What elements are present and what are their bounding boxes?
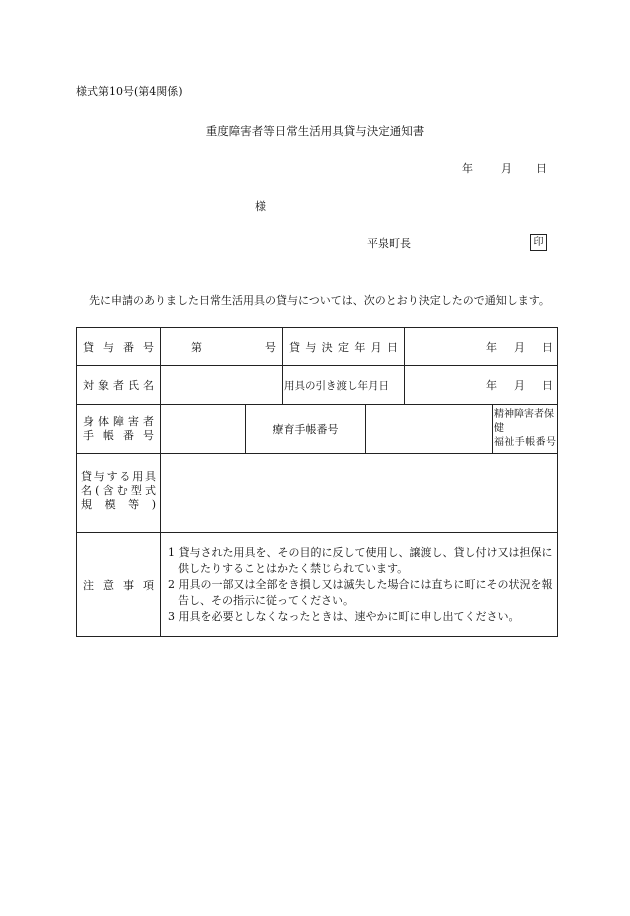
note-item: 1 貸与された用具を、その目的に反して使用し、譲渡し、貸し付け又は担保に供したりすることはかたく禁じられています。	[168, 545, 553, 575]
date-day: 日	[536, 162, 547, 175]
note-item: 3 用具を必要としなくなったときは、速やかに町に申し出てください。	[168, 609, 520, 623]
row-equipment	[77, 454, 558, 533]
loan-number-label: 貸与番号	[77, 328, 161, 366]
decision-date-label: 貸与決定年月日	[283, 328, 405, 366]
ryoiku-label: 療育手帳番号	[246, 405, 366, 454]
row-subject-name	[77, 366, 558, 405]
intro-paragraph: 先に申請のありました日常生活用具の貸与については、次のとおり決定したので通知します。	[89, 294, 550, 307]
notes-list	[161, 533, 558, 637]
form-number: 様式第10号(第4関係)	[76, 85, 183, 98]
subject-name-label: 対象者氏名	[77, 366, 161, 405]
mental-cert-label: 精神障害者保健 福祉手帳番号	[493, 405, 558, 454]
equipment-label: 貸与する用具 名(含む型式 規模等)	[77, 454, 161, 533]
issue-date	[462, 162, 547, 176]
notes-label: 注意事項	[77, 533, 161, 637]
date-year: 年	[462, 162, 473, 175]
note-item: 2 用具の一部又は全部をき損し又は滅失した場合には直ちに町にその状況を報告し、その指示に従ってください。	[168, 577, 553, 607]
row-loan-number	[77, 328, 558, 366]
delivery-date-label: 用具の引き渡し年月日	[283, 366, 405, 405]
loan-number-field[interactable]	[161, 328, 283, 366]
loan-number-suffix: 号	[265, 340, 276, 354]
issuer-name: 平泉町長	[367, 237, 411, 250]
decision-table	[76, 327, 558, 637]
equipment-field[interactable]	[161, 454, 558, 533]
recipient-suffix: 様	[255, 200, 266, 213]
document-title: 重度障害者等日常生活用具貸与決定通知書	[205, 124, 425, 138]
physical-cert-label: 身体障害者 手帳番号	[77, 405, 161, 454]
delivery-date-field[interactable]: 年 月 日	[405, 366, 558, 405]
ryoiku-field[interactable]	[366, 405, 493, 454]
date-month: 月	[501, 162, 512, 175]
physical-cert-field[interactable]	[161, 405, 246, 454]
subject-name-field[interactable]	[161, 366, 283, 405]
loan-number-prefix: 第	[191, 340, 202, 354]
row-certificates	[77, 405, 558, 454]
decision-date-field[interactable]: 年 月 日	[405, 328, 558, 366]
seal-mark: 印	[530, 234, 547, 251]
row-notes	[77, 533, 558, 637]
